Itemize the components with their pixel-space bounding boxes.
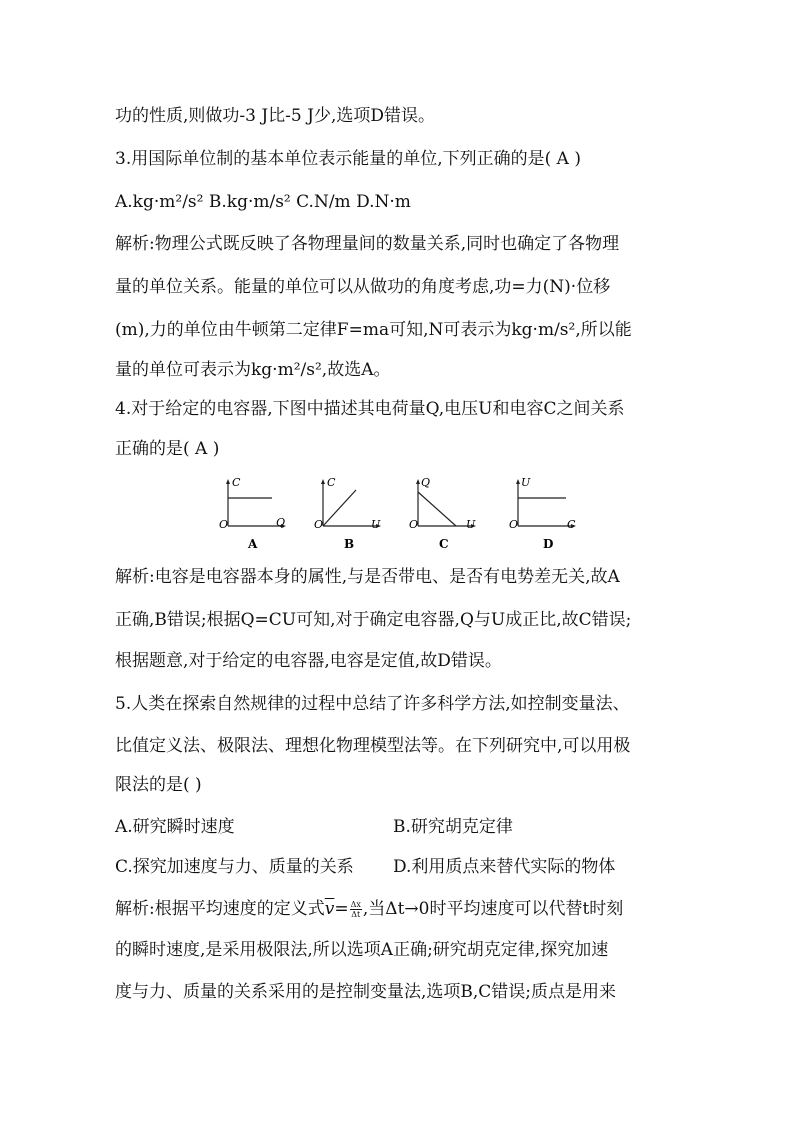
- graph-a: [219, 476, 286, 551]
- option-a: A.研究瞬时速度: [115, 817, 235, 837]
- x-axis-label: C: [567, 518, 576, 531]
- analysis-5-line: 的瞬时速度,是采用极限法,所以选项A正确;研究胡克定律,探究加速: [115, 940, 609, 960]
- x-axis-label: U: [466, 518, 476, 531]
- graph-label: C: [439, 537, 449, 551]
- graph-label: D: [543, 537, 554, 551]
- question-4: 4.对于给定的电容器,下图中描述其电荷量Q,电压U和电容C之间关系: [115, 399, 625, 419]
- analysis-4-line: 解析:电容是电容器本身的属性,与是否带电、是否有电势差无关,故A: [115, 567, 620, 587]
- graph-label: A: [248, 537, 258, 551]
- analysis-5-text: 解析:根据平均速度的定义式: [115, 899, 325, 919]
- analysis-4-line: 正确,B错误;根据Q=CU可知,对于确定电容器,Q与U成正比,故C错误;: [115, 610, 632, 630]
- analysis-3-line: 量的单位可表示为kg·m²/s²,故选A。: [115, 360, 391, 380]
- fraction-denominator: Δt: [351, 910, 361, 919]
- question-4: 正确的是( A ): [115, 439, 220, 459]
- analysis-5-line: [115, 897, 623, 921]
- y-axis-label: Q: [421, 476, 431, 489]
- x-axis-label: U: [371, 518, 381, 531]
- option-c: C.探究加速度与力、质量的关系: [115, 857, 354, 877]
- question-5: 5.人类在探索自然规律的过程中总结了许多科学方法,如控制变量法、: [115, 694, 630, 714]
- question-5: 限法的是( ): [115, 775, 202, 795]
- origin-label: O: [314, 518, 324, 531]
- option-d: D.利用质点来替代实际的物体: [393, 857, 616, 877]
- graph-b: [314, 476, 381, 551]
- question-3-options: A.kg·m²/s² B.kg·m/s² C.N/m D.N·m: [115, 192, 411, 212]
- analysis-3-line: 解析:物理公式既反映了各物理量间的数量关系,同时也确定了各物理: [115, 234, 620, 254]
- x-axis-label: Q: [276, 516, 286, 529]
- analysis-4-line: 根据题意,对于给定的电容器,电容是定值,故D错误。: [115, 651, 502, 671]
- capacitor-graphs-figure: [0, 470, 794, 560]
- option-b: B.研究胡克定律: [393, 817, 513, 837]
- y-axis-label: C: [232, 476, 241, 489]
- average-velocity-symbol: $\overline{v}$: [324, 899, 335, 919]
- origin-label: O: [509, 518, 519, 531]
- question-5: 比值定义法、极限法、理想化物理模型法等。在下列研究中,可以用极: [115, 736, 631, 756]
- delta-fraction: [350, 900, 362, 919]
- analysis-5-text: ,当Δt→0时平均速度可以代替t时刻: [362, 899, 624, 919]
- graph-d: [509, 476, 576, 551]
- origin-label: O: [409, 518, 419, 531]
- question-3: 3.用国际单位制的基本单位表示能量的单位,下列正确的是( A ): [115, 149, 581, 169]
- analysis-3-line: 量的单位关系。能量的单位可以从做功的角度考虑,功=力(N)·位移: [115, 277, 611, 297]
- graph-c: [409, 476, 476, 551]
- origin-label: O: [219, 518, 229, 531]
- analysis-5-line: 度与力、质量的关系采用的是控制变量法,选项B,C错误;质点是用来: [115, 982, 617, 1002]
- analysis-3-line: (m),力的单位由牛顿第二定律F=ma可知,N可表示为kg·m/s²,所以能: [115, 320, 632, 340]
- graph-label: B: [344, 537, 355, 551]
- y-axis-label: C: [327, 476, 336, 489]
- text-line: 功的性质,则做功-3 J比-5 J少,选项D错误。: [115, 106, 435, 126]
- fraction-numerator: Δx: [350, 900, 361, 909]
- equals-sign: =: [334, 899, 349, 919]
- y-axis-label: U: [521, 476, 531, 489]
